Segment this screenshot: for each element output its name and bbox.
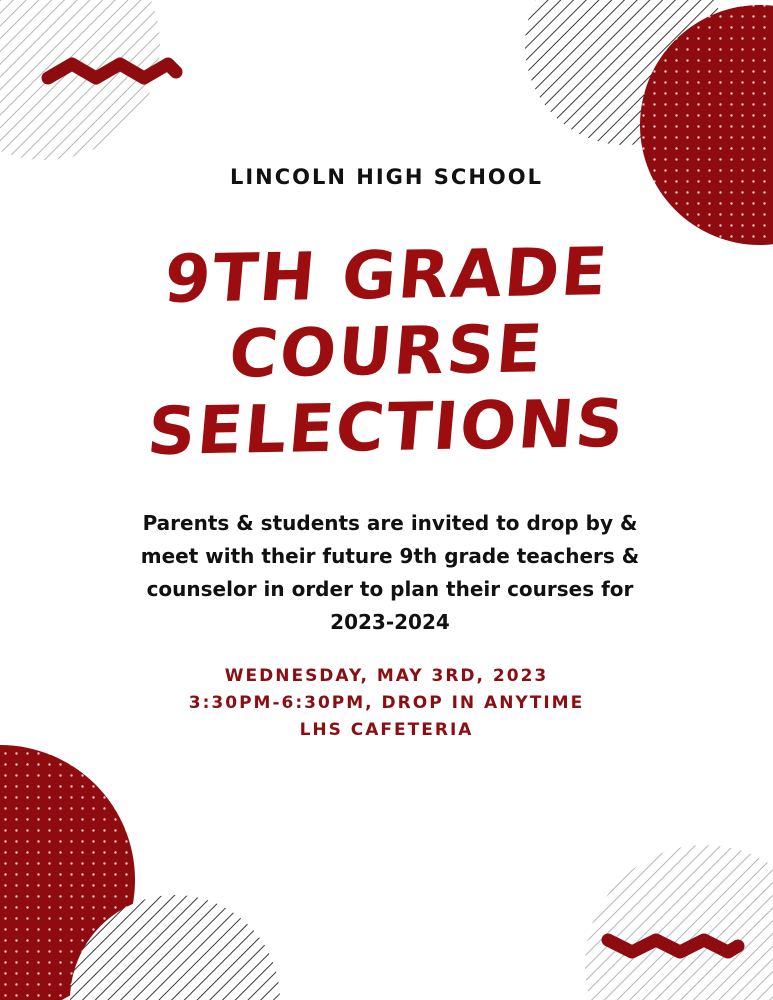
title-line: SELECTIONS [144, 384, 629, 471]
title-line: COURSE [226, 310, 547, 393]
event-title [0, 233, 773, 471]
event-date: WEDNESDAY, MAY 3RD, 2023 [224, 666, 549, 686]
school-name: LINCOLN HIGH SCHOOL [229, 165, 543, 189]
event-details [0, 663, 773, 744]
event-time: 3:30PM-6:30PM, DROP IN ANYTIME [188, 693, 585, 713]
striped-circle-bottom-right [585, 845, 773, 1000]
body-line: 2023-2024 [330, 610, 450, 634]
body-line: meet with their future 9th grade teachers & [140, 544, 640, 568]
body-line: Parents & students are invited to drop by & [142, 511, 638, 535]
event-location: LHS CAFETERIA [299, 720, 474, 740]
invitation-text [90, 507, 690, 639]
body-line: counselor in order to plan their courses for [146, 577, 634, 601]
title-line: 9TH GRADE [161, 233, 612, 318]
